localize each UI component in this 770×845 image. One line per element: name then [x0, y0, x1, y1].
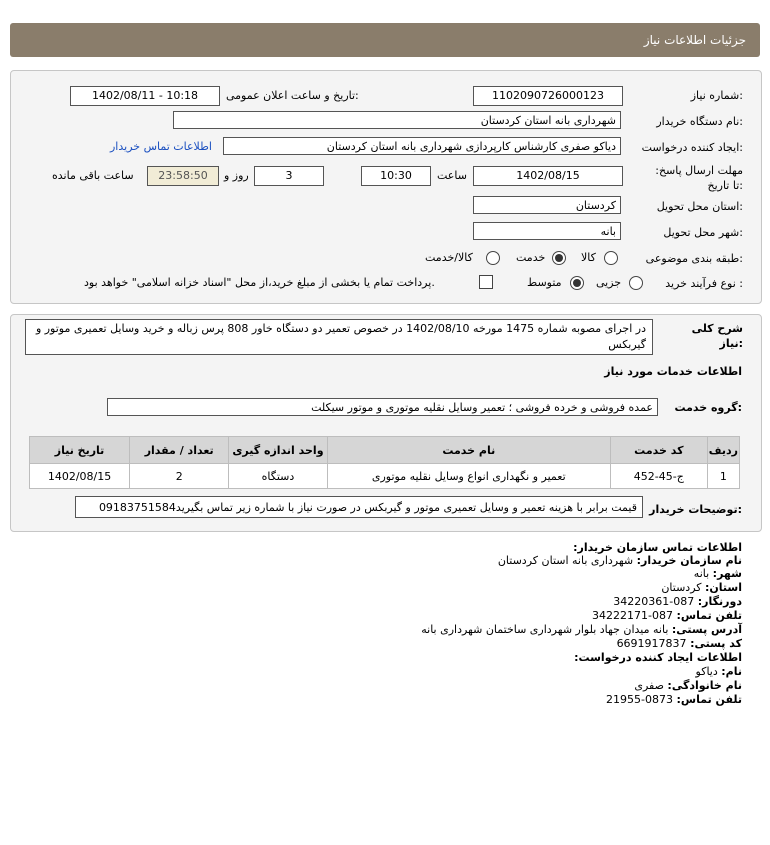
cell-quantity: 2 — [130, 464, 229, 489]
deadline-date-field[interactable]: 1402/08/15 — [473, 166, 623, 186]
announce-label: تاریخ و ساعت اعلان عمومی: — [226, 89, 359, 102]
description-label: شرح کلی نیاز: — [691, 322, 743, 350]
buyer-field[interactable]: شهرداری بانه استان کردستان — [173, 111, 621, 129]
postal-label: کد پستی: — [690, 637, 742, 650]
buyer-label: نام دستگاه خریدار: — [656, 115, 743, 128]
creator-field[interactable]: دیاکو صفری کارشناس کارپردازی شهرداری بانه استان کردستان — [223, 137, 621, 155]
province-label: استان محل تحویل: — [656, 200, 743, 213]
buyer-contact-link[interactable]: اطلاعات تماس خریدار — [110, 140, 212, 153]
col-service-code: کد خدمت — [610, 437, 707, 464]
table-row[interactable] — [30, 464, 740, 489]
col-quantity: تعداد / مقدار — [130, 437, 229, 464]
city-info-label: شهر: — [712, 567, 742, 580]
cell-unit: دستگاه — [229, 464, 327, 489]
services-table — [29, 436, 740, 489]
name-value: دیاکو — [695, 665, 718, 678]
col-service-name: نام خدمت — [327, 437, 610, 464]
province-info-value: کردستان — [661, 581, 702, 594]
days-field[interactable]: 3 — [254, 166, 324, 186]
process-option-motevaset: متوسط — [527, 276, 562, 289]
creator-phone-value: 0873-21955 — [606, 693, 674, 706]
buyer-notes-label: توضیحات خریدار: — [649, 503, 742, 516]
description-text: در اجرای مصوبه شماره 1475 مورخه 1402/08/10 در خصوص تعمیر دو دستگاه خاور 808 پرس زباله و خرید وسایل تعمیری موتور و گیربکس — [25, 319, 653, 355]
days-label: روز و — [224, 169, 249, 182]
family-label: نام خانوادگی: — [667, 679, 742, 692]
remaining-label: ساعت باقی مانده — [52, 169, 134, 182]
treasury-payment-checkbox[interactable] — [479, 275, 493, 289]
deadline-time-field[interactable]: 10:30 — [361, 166, 431, 186]
city-info-value: بانه — [693, 567, 710, 580]
name-label: نام: — [721, 665, 742, 678]
org-label: نام سازمان خریدار: — [636, 554, 742, 567]
province-info-label: استان: — [705, 581, 742, 594]
address-label: آدرس پستی: — [671, 623, 742, 636]
fax-value: 087-34220361 — [613, 595, 695, 608]
remaining-time-field: 23:58:50 — [147, 166, 219, 186]
category-radio-kala[interactable] — [604, 251, 618, 265]
city-field[interactable]: بانه — [473, 222, 621, 240]
family-value: صفری — [634, 679, 664, 692]
postal-value: 6691917837 — [616, 637, 687, 650]
services-section-title: اطلاعات خدمات مورد نیاز — [604, 365, 742, 378]
page-header — [10, 23, 760, 57]
cell-service-code: ج-45-452 — [610, 464, 707, 489]
treasury-payment-text: پرداخت تمام یا بخشی از مبلغ خرید،از محل "اسناد خزانه اسلامی" خواهد بود. — [84, 276, 435, 289]
deadline-label: مهلت ارسال پاسخ: تا تاریخ: — [655, 164, 743, 192]
category-option-both: کالا/خدمت — [425, 251, 473, 264]
city-label: شهر محل تحویل: — [663, 226, 743, 239]
creator-label: ایجاد کننده درخواست: — [641, 141, 743, 154]
address-value: بانه میدان جهاد بلوار شهرداری ساختمان شهرداری بانه — [421, 623, 669, 636]
phone-label: تلفن تماس: — [676, 609, 742, 622]
category-option-khedmat: خدمت — [516, 251, 546, 264]
category-radio-khedmat[interactable] — [552, 251, 566, 265]
category-radio-both[interactable] — [486, 251, 500, 265]
fax-label: دورنگار: — [697, 595, 742, 608]
announce-date-field[interactable]: 1402/08/11 - 10:18 — [70, 86, 220, 106]
creator-phone-label: تلفن تماس: — [676, 693, 742, 706]
services-table-header — [30, 437, 740, 464]
process-label: نوع فرآیند خرید : — [665, 277, 743, 290]
process-radio-jozi[interactable] — [629, 276, 643, 290]
process-radio-motevaset[interactable] — [570, 276, 584, 290]
page-title: جزئیات اطلاعات نیاز — [643, 33, 746, 47]
buyer-notes-field: قیمت برابر با هزینه تعمیر و وسایل تعمیری موتور و گیربکس در صورت نیاز با شماره زیر تماس بگیرید09183751584 — [75, 496, 643, 518]
col-row: ردیف — [707, 437, 739, 464]
org-value: شهرداری بانه استان کردستان — [497, 554, 634, 567]
service-group-field[interactable]: عمده فروشی و خرده فروشی ؛ تعمیر وسایل نقلیه موتوری و موتور سیکلت — [107, 398, 658, 416]
time-label: ساعت — [437, 169, 467, 182]
col-need-date: تاریخ نیاز — [30, 437, 130, 464]
process-option-jozi: جزیی — [596, 276, 622, 289]
cell-row: 1 — [707, 464, 739, 489]
creator-heading: اطلاعات ایجاد کننده درخواست: — [574, 651, 742, 664]
cell-service-name: تعمیر و نگهداری انواع وسایل نقلیه موتوری — [327, 464, 610, 489]
service-group-label: گروه خدمت: — [674, 401, 742, 414]
need-number-field[interactable]: 1102090726000123 — [473, 86, 623, 106]
need-number-label: شماره نیاز: — [690, 89, 743, 102]
category-option-kala: کالا — [581, 251, 596, 264]
col-unit: واحد اندازه گیری — [229, 437, 327, 464]
category-label: طبقه بندی موضوعی: — [645, 252, 743, 265]
phone-value: 087-34222171 — [592, 609, 674, 622]
contact-heading: اطلاعات تماس سازمان خریدار: — [573, 541, 742, 554]
cell-need-date: 1402/08/15 — [30, 464, 130, 489]
province-field[interactable]: کردستان — [473, 196, 621, 214]
